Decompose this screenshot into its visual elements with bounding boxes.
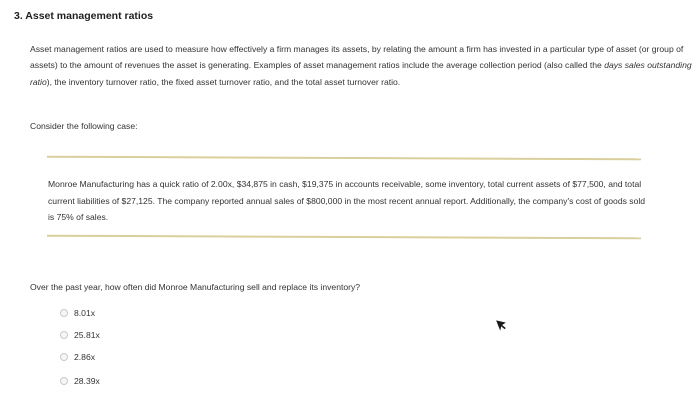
- intro-text-2: ), the inventory turnover ratio, the fixed asset turnover ratio, and the total asset turnover ratio.: [46, 76, 401, 87]
- intro-italic-term: days sales outstanding ratio: [30, 60, 692, 87]
- answer-option-4[interactable]: [60, 375, 100, 387]
- case-divider-bottom: [47, 235, 641, 240]
- consider-label: Consider the following case:: [30, 121, 138, 131]
- intro-paragraph: [30, 41, 698, 90]
- answer-option-label: 25.81x: [74, 330, 100, 340]
- answer-option-1[interactable]: [60, 307, 95, 319]
- radio-button[interactable]: [60, 331, 68, 339]
- radio-button[interactable]: [60, 377, 68, 385]
- answer-option-3[interactable]: [60, 351, 95, 363]
- question-text: Over the past year, how often did Monroe Manufacturing sell and replace its inventory?: [30, 282, 361, 292]
- radio-button[interactable]: [60, 309, 68, 317]
- answer-option-label: 8.01x: [74, 308, 96, 318]
- radio-button[interactable]: [60, 353, 68, 361]
- answer-option-label: 28.39x: [74, 376, 100, 386]
- mouse-pointer-icon: [493, 318, 507, 332]
- intro-text-1: Asset management ratios are used to measure how effectively a firm manages its assets, by relating the amount a firm has invested in a particular type of asset (or group of assets) to the amount of revenues the asset is generating. Examples of asset management ratios include the average collection period (also called the: [30, 44, 684, 71]
- case-divider-top: [47, 156, 641, 161]
- case-text: Monroe Manufacturing has a quick ratio of 2.00x, $34,875 in cash, $19,375 in accounts receivable, some inventory, total current assets of $77,500, and total current liabilities of $27,125. The company reported annual sales of $800,000 in the most recent annual report. Additionally, the company's cost of goods sold is 75% of sales.: [48, 179, 646, 222]
- answer-option-2[interactable]: [60, 329, 100, 341]
- question-title: 3. Asset management ratios: [14, 10, 154, 22]
- answer-option-label: 2.86x: [74, 352, 96, 362]
